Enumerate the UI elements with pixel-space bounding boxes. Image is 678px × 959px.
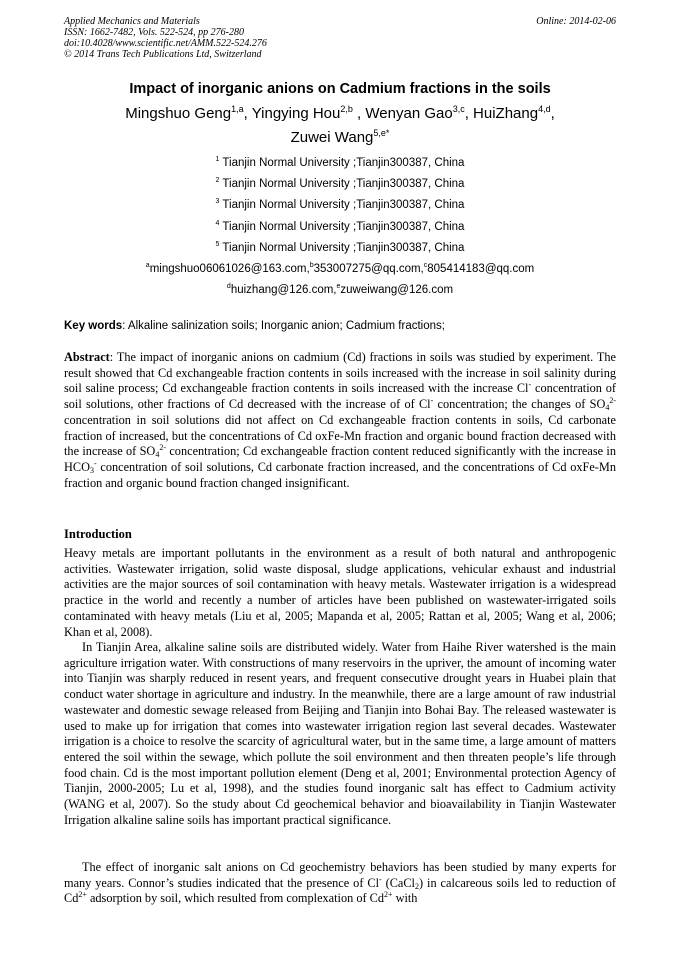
affiliation-number: 2 <box>215 177 220 185</box>
subscript: 4 <box>605 403 610 413</box>
affiliation-number: 4 <box>215 219 220 227</box>
keywords-label: Key words <box>64 320 123 332</box>
email-line <box>64 280 616 301</box>
paper-title: Impact of inorganic anions on Cadmium fractions in the soils <box>129 81 551 97</box>
affiliation <box>64 153 616 174</box>
paragraph-text: with <box>392 891 418 906</box>
doi-line: doi:10.4028/www.scientific.net/AMM.522-524.276 <box>64 38 267 49</box>
email-letter: c <box>423 261 428 269</box>
affiliation-text: Tianjin Normal University ;Tianjin300387, China <box>222 199 465 212</box>
author-superscript: 4,d <box>538 104 551 114</box>
affiliation <box>64 195 616 216</box>
author-name: Yingying Hou <box>251 105 341 122</box>
online-date: Online: 2014-02-06 <box>536 16 616 27</box>
affiliation-number: 5 <box>215 240 220 248</box>
affiliation-number: 1 <box>215 156 220 163</box>
journal-header <box>64 16 616 60</box>
superscript: 2+ <box>384 890 393 900</box>
abstract-label: Abstract <box>64 350 110 364</box>
author-superscript: 1,a <box>231 104 244 114</box>
email-letter: b <box>309 261 314 269</box>
issn-line: ISSN: 1662-7482, Vols. 522-524, pp 276-280 <box>64 27 244 38</box>
section-heading: Introduction <box>64 527 132 541</box>
abstract-text: concentration in soil solutions did not affect on Cd exchangeable fraction contents in soils, Cd carbonate fraction of increased, but the concentrations of Cd oxFe-Mn fraction and organic bound fraction decreased with the increase of SO <box>64 412 616 459</box>
author-name: Mingshuo Geng <box>125 105 232 122</box>
superscript: 2+ <box>78 890 87 900</box>
abstract-text: concentration; the changes of SO <box>433 397 606 412</box>
affiliation-text: Tianjin Normal University ;Tianjin300387, China <box>222 178 465 191</box>
subscript: 4 <box>155 450 160 460</box>
abstract-text: concentration; Cd exchangeable fraction content reduced significantly with the increase in HCO <box>64 444 616 474</box>
author-name: Wenyan Gao <box>365 105 453 122</box>
journal-name: Applied Mechanics and Materials <box>64 16 200 27</box>
author-name: HuiZhang <box>473 105 539 122</box>
superscript: 2- <box>609 396 616 406</box>
superscript: - <box>93 458 97 468</box>
paragraph-text: (CaCl <box>381 875 415 890</box>
affiliation-number: 3 <box>215 198 220 206</box>
affiliation <box>64 217 616 238</box>
email-address: 805414183@qq.com <box>427 262 535 275</box>
paragraph-text: adsorption by soil, which resulted from complexation of Cd <box>86 891 384 906</box>
paragraph-text: ) in calcareous soils led to reduction of Cd <box>64 875 616 906</box>
email-letter: d <box>226 283 231 291</box>
email-address: huizhang@126.com, <box>230 284 337 297</box>
keywords-text: : Alkaline salinization soils; Inorganic anion; Cadmium fractions; <box>122 320 445 332</box>
email-address: 353007275@qq.com, <box>313 262 424 275</box>
abstract-text: concentration of soil solutions, Cd carbonate fraction increased, and the concentrations of Cd oxFe-Mn fraction and organic bound fraction changed insignificant. <box>64 459 616 490</box>
affiliation <box>64 238 616 259</box>
abstract-text: : The impact of inorganic anions on cadmium (Cd) fractions in soils was studied by experiment. The result showed that Cd exchangeable fraction contents in soils increased with the increase in soil salinity during soil saline process; Cd exchangeable fraction contents in soils increased with the increase Cl <box>64 350 616 396</box>
email-address: zuweiwang@126.com <box>340 284 454 297</box>
superscript: - <box>430 396 434 406</box>
email-letter: a <box>145 261 150 269</box>
subscript: 3 <box>89 465 94 475</box>
email-letter: e <box>336 283 341 291</box>
affiliation-text: Tianjin Normal University ;Tianjin300387, China <box>222 241 465 254</box>
abstract-text: concentration of soil solutions, other fractions of Cd decreased with the increase of of Cl <box>64 381 616 412</box>
author-list: Mingshuo Geng$^{1,a}$, Yingying Hou$^{2,b}$ , Wenyan Gao$^{3,c}$, HuiZhang$^{4,d}$, Zuwei Wang$^{5,e*}$ <box>125 104 555 146</box>
email-address: mingshuo06061026@163.com, <box>149 262 310 275</box>
body-paragraph <box>64 860 616 907</box>
abstract <box>64 350 616 491</box>
author-name: Zuwei Wang <box>290 129 374 146</box>
email-line <box>64 259 616 280</box>
affiliation-list <box>64 153 616 301</box>
superscript: 2- <box>159 443 166 453</box>
superscript: - <box>378 874 382 884</box>
body-paragraph: In Tianjin Area, alkaline saline soils are distributed widely. Water from Haihe River watershed is the main agriculture irrigation water. With constructions of many reservoirs in the upriver, the amount of incoming water into Tianjin was sharply reduced in resent years, and frequent consecutive drought years in Huabei plain that conduct water shortage in agriculture and industry. In the meanwhile, there are a large amount of raw industrial wastewater and domestic sewage released from Beijing and Tianjin into Bohai Bay. The released wastewater is used to make up for irrigation that comes into wastewater irrigation region last several decades. Wastewater irrigation is a choice to resolve the scarcity of agricultural water, but in the same time, a large amount of matters entered the soil within the sewage, which pollute the soil environment and then threaten people’s life through food chain. Cd is the most important pollution element (Deng et al, 2001; Environmental protection Agency of Tianjin, 2000-2005; Lu et al, 1998), and the studies found inorganic salt has effect to Cadmium activity (WANG et al, 2007). So the study about Cd geochemical behavior and bioavailability in Tianjin Wastewater Irrigation alkaline saline soils has important practical significance. <box>64 640 616 827</box>
affiliation <box>64 174 616 195</box>
copyright-line: © 2014 Trans Tech Publications Ltd, Switzerland <box>64 49 262 60</box>
author-superscript: 5,e* <box>373 128 390 138</box>
author-superscript: 3,c <box>452 104 465 114</box>
subscript: 2 <box>414 881 419 891</box>
affiliation-text: Tianjin Normal University ;Tianjin300387, China <box>222 220 465 233</box>
keywords <box>64 319 616 333</box>
author-superscript: 2,b <box>340 104 353 114</box>
superscript: - <box>528 380 532 390</box>
body-paragraph: Heavy metals are important pollutants in the environment as a result of both natural and anthropogenic activities. Wastewater irrigation, solid waste disposal, sludge applications, vehicular exhaust and industrial activities are the major sources of soil contamination with heavy metals. Wastewater irrigation is a widespread practice in the world and recently a number of articles have been published on wastewater-irrigated soils contaminated with heavy metals (Liu et al, 2005; Mapanda et al, 2005; Rattan et al, 2005; Wang et al, 2006; Khan et al, 2008). <box>64 546 616 639</box>
affiliation-text: Tianjin Normal University ;Tianjin300387, China <box>222 157 465 169</box>
paragraph-text: The effect of inorganic salt anions on Cd geochemistry behaviors has been studied by many experts for many years. Connor’s studies indicated that the presence of Cl <box>64 860 616 890</box>
